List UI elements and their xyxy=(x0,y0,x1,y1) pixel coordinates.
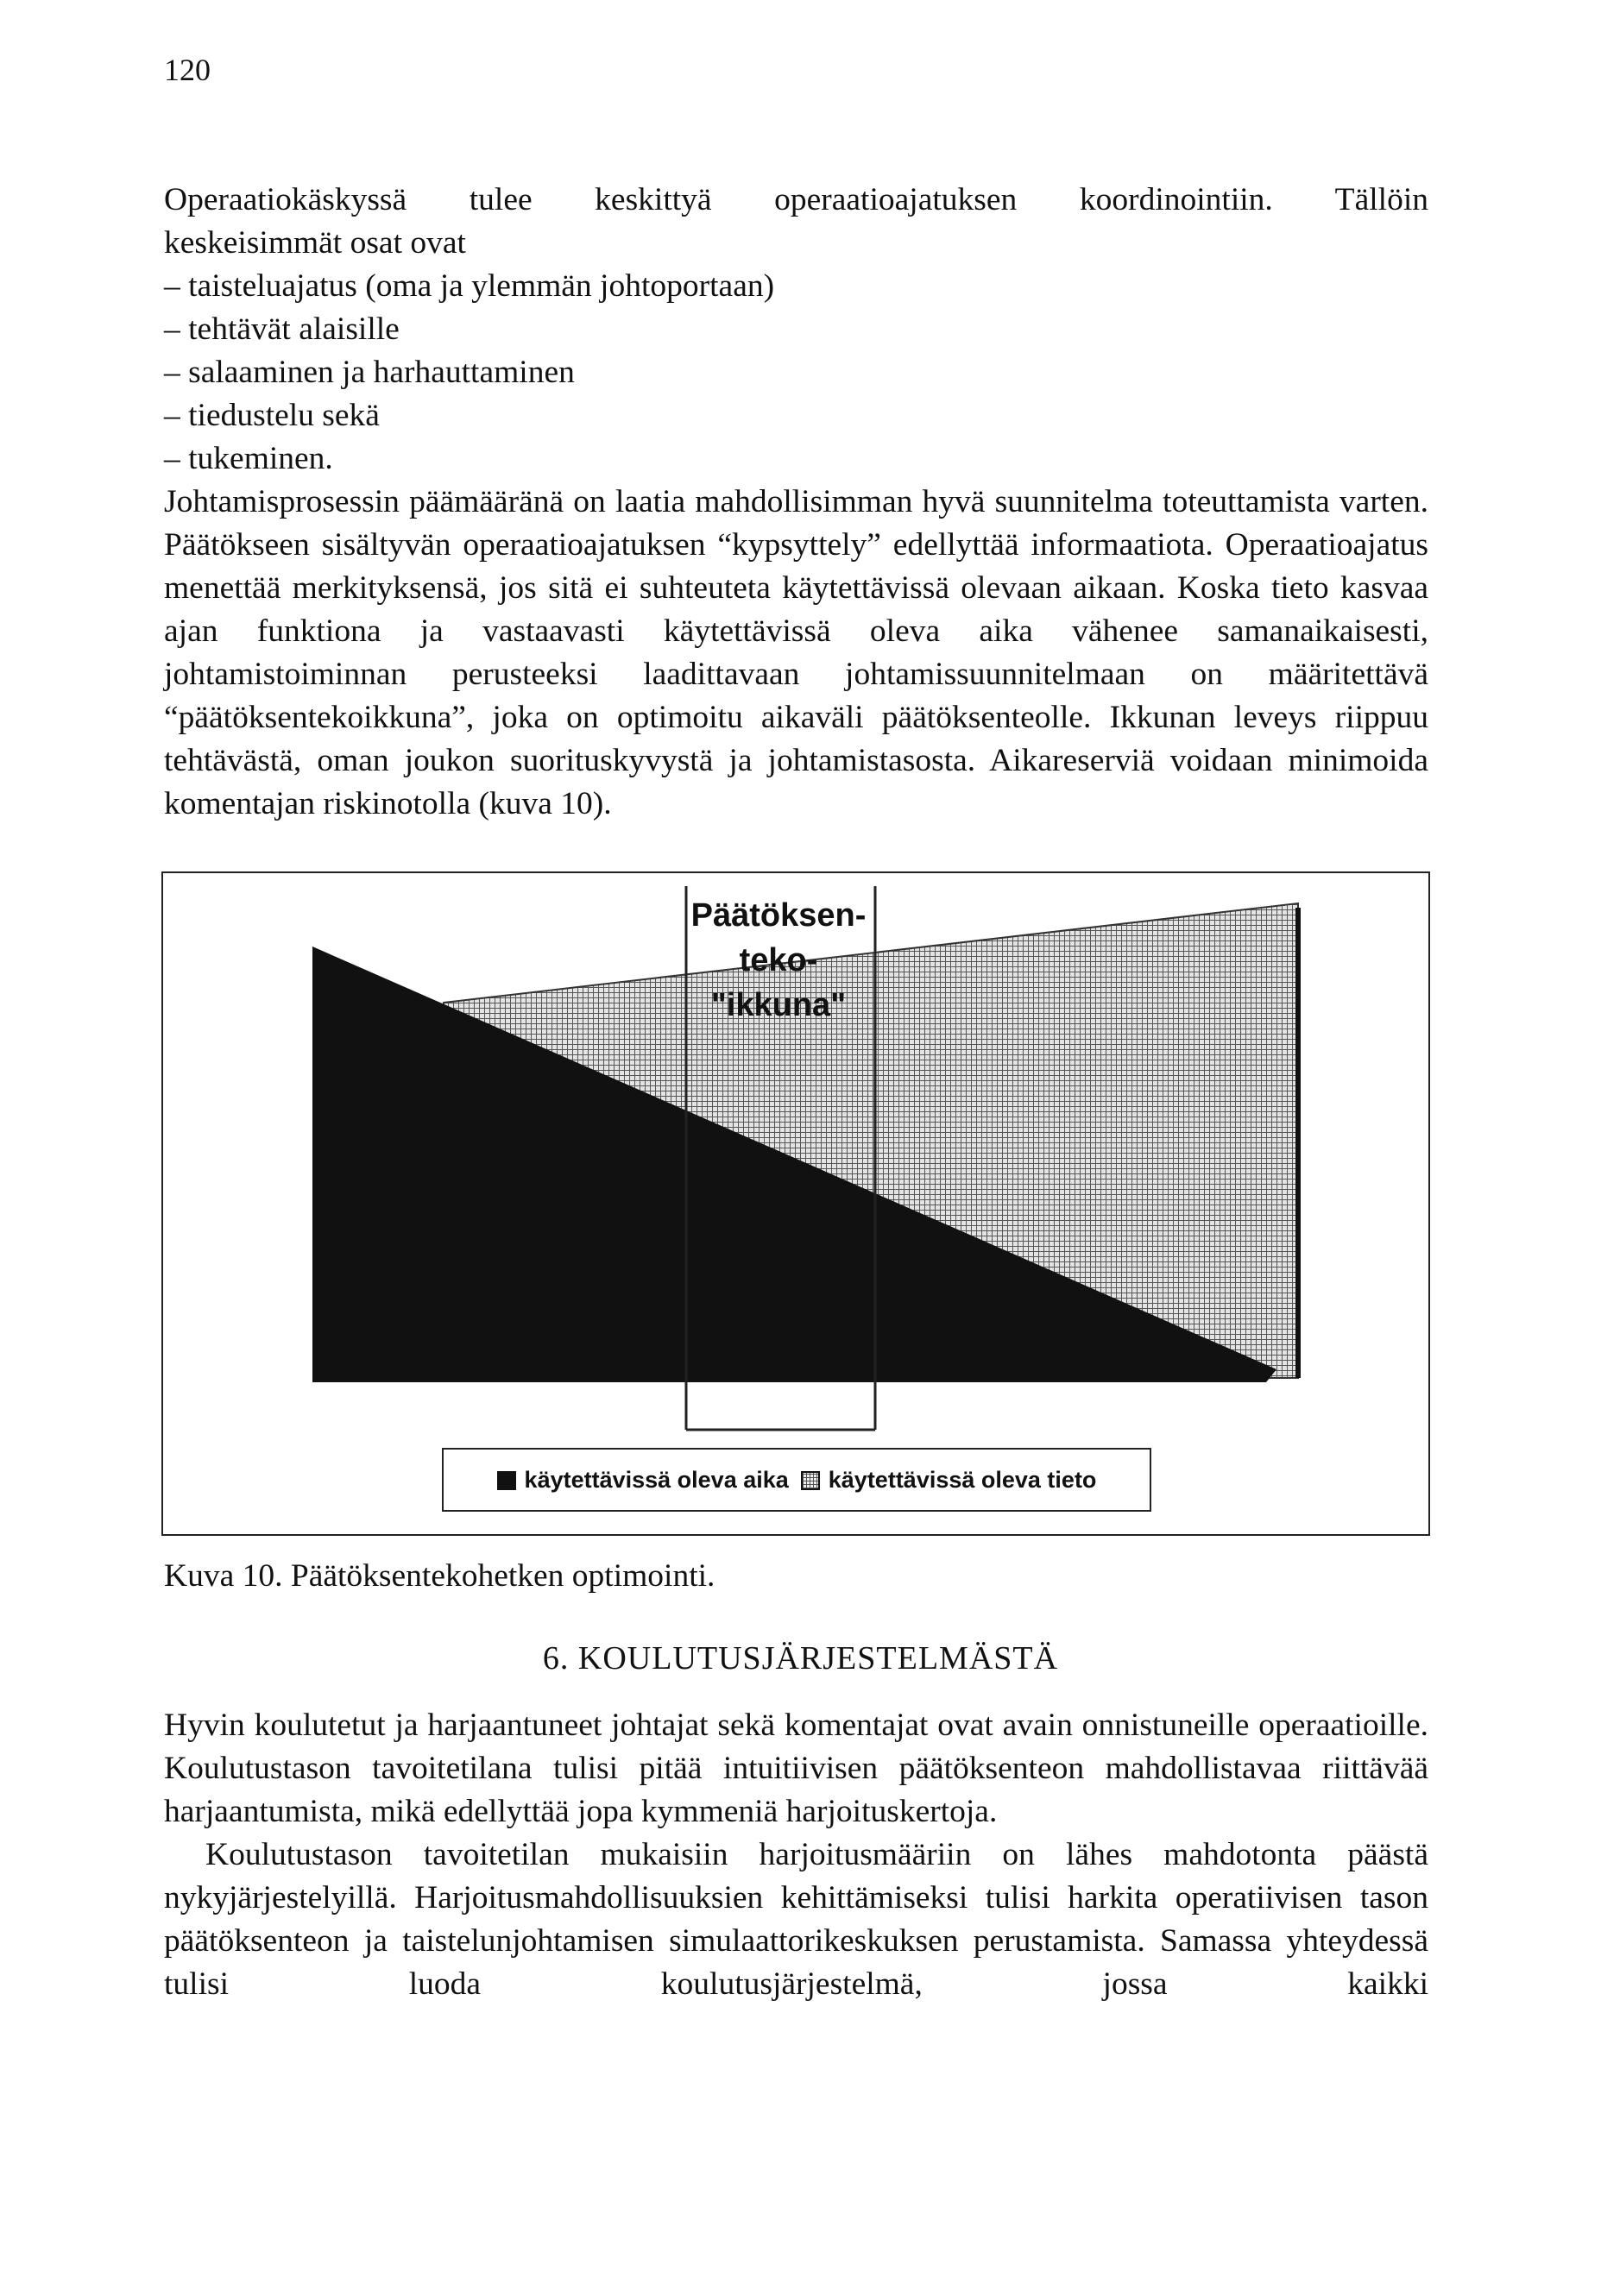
intro-line-1: Operaatiokäskyssä tulee keskittyä operaatioajatuksen koordinointiin. Tällöin xyxy=(164,182,1428,217)
training-block xyxy=(164,1704,1428,2006)
list-item: – tukeminen. xyxy=(164,441,333,476)
legend-item-time xyxy=(497,1467,789,1494)
intro-line-2: keskeisimmät osat ovat xyxy=(164,225,466,261)
page-number: 120 xyxy=(164,53,211,87)
solid-square-icon xyxy=(497,1471,516,1490)
legend-label-time: käytettävissä oleva aika xyxy=(524,1466,789,1493)
paragraph-decision-window: Johtamisprosessin päämääränä on laatia mahdollisimman hyvä suunnitelma toteuttamista varten. Päätökseen sisältyvän operaatioajatuksen “kypsyttely” edellyttää informaatiota. Operaatioajatus menettää merkityksensä, jos sitä ei suhteuteta käytettävissä olevaan aikaan. Koska tieto kasvaa ajan funktiona ja vastaavasti käytettävissä oleva aika vähenee samanaikaisesti, johtamistoiminnan perusteeksi laadittavaan johtamissuunnitelmaan on määritettävä “päätöksentekoikkuna”, joka on optimoitu aikaväli päätöksenteolle. Ikkunan leveys riippuu tehtävästä, oman joukon suorituskyvystä ja johtamistasosta. Aikareserviä voidaan minimoida komentajan riskinotolla (kuva 10). xyxy=(164,484,1428,821)
figure-caption: Kuva 10. Päätöksentekohetken optimointi. xyxy=(164,1558,715,1594)
window-label-line-1: Päätöksen- xyxy=(690,897,867,934)
intro-block xyxy=(164,179,1428,826)
list-item: – tiedustelu sekä xyxy=(164,398,380,433)
list-item: – salaaminen ja harhauttaminen xyxy=(164,355,575,390)
legend-item-info xyxy=(801,1467,1097,1494)
window-label-line-3: "ikkuna" xyxy=(710,987,847,1023)
paragraph-training-2: Koulutustason tavoitetilan mukaisiin harjoitusmääriin on lähes mahdotonta päästä nykyjärjestelyillä. Harjoitusmahdollisuuksien kehittämiseksi tulisi harkita operatiivisen tason päätöksenteon ja taistelunjohtamisen simulaattorikeskuksen perustamista. Samassa yhteydessä tulisi luoda koulutusjärjestelmä, jossa kaikki xyxy=(164,1837,1428,2002)
window-label-line-2: teko- xyxy=(739,942,818,978)
list-item: – tehtävät alaisille xyxy=(164,311,400,347)
bullet-list xyxy=(164,265,1428,481)
decision-window-label xyxy=(684,893,873,1028)
hatched-square-icon xyxy=(801,1471,820,1490)
legend-label-info: käytettävissä oleva tieto xyxy=(828,1466,1097,1493)
paragraph-training-1: Hyvin koulutetut ja harjaantuneet johtajat sekä komentajat ovat avain onnistuneille operaatioille. Koulutustason tavoitetilana tulisi pitää intuitiivisen päätöksenteon mahdollistavaa riittävää harjaantumista, mikä edellyttää jopa kymmeniä harjoituskertoja. xyxy=(164,1708,1428,1829)
chart-legend xyxy=(442,1448,1151,1512)
list-item: – taisteluajatus (oma ja ylemmän johtoportaan) xyxy=(164,268,775,304)
section-heading: 6. KOULUTUSJÄRJESTELMÄSTÄ xyxy=(542,1640,1059,1676)
